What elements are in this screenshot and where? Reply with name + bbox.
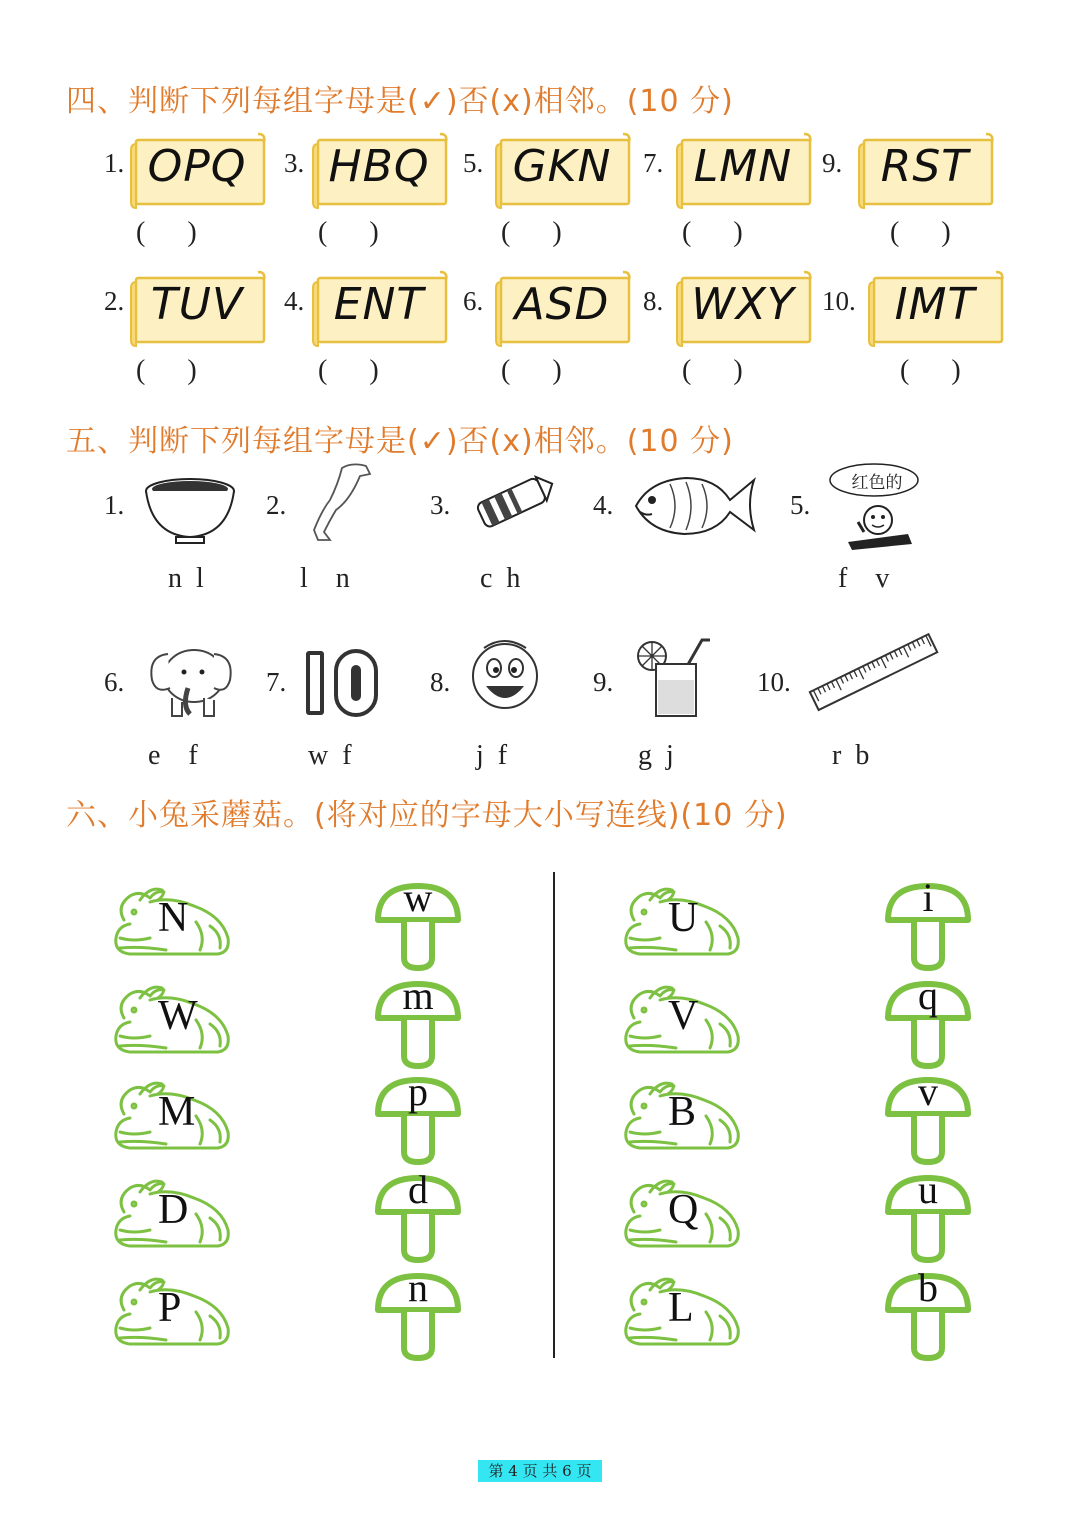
- scroll-letters: WXY: [691, 279, 795, 330]
- answer-parentheses: ( ): [501, 355, 562, 386]
- uppercase-letter: M: [158, 1089, 196, 1135]
- rabbit-icon: [110, 1178, 236, 1250]
- answer-parentheses: ( ): [890, 217, 951, 248]
- answer-parentheses: ( ): [900, 355, 961, 386]
- item-number: 2.: [104, 286, 125, 316]
- matching-divider: [553, 872, 555, 1358]
- rabbit-icon: [620, 886, 746, 958]
- scroll-letters: RST: [880, 141, 970, 192]
- lowercase-letter: w: [403, 875, 433, 920]
- scroll-letters: TUV: [150, 279, 244, 330]
- mushroom-icon: [372, 1265, 464, 1362]
- item-number: 4.: [593, 490, 614, 520]
- lowercase-letter: p: [408, 1069, 428, 1114]
- rabbit-icon: [110, 1080, 236, 1152]
- section6-heading: 六、小兔采蘑菇。(将对应的字母大小写连线)(10 分): [66, 798, 788, 833]
- item-number: 2.: [266, 490, 287, 520]
- uppercase-letter: U: [668, 895, 699, 941]
- letter-scroll: [130, 132, 264, 204]
- letter-pair: w f: [308, 740, 352, 771]
- fish-icon: [630, 470, 760, 544]
- page-footer: 第 4 页 共 6 页: [478, 1460, 602, 1482]
- item-number: 1.: [104, 490, 125, 520]
- lowercase-letter: u: [918, 1167, 938, 1212]
- answer-parentheses: ( ): [682, 217, 743, 248]
- item-number: 5.: [790, 490, 811, 520]
- answer-parentheses: ( ): [318, 217, 379, 248]
- scroll-letters: OPQ: [147, 141, 247, 192]
- letter-pair: g j: [638, 740, 674, 771]
- answer-parentheses: ( ): [136, 355, 197, 386]
- ruler-icon: [806, 630, 942, 720]
- mushroom-icon: [372, 1069, 464, 1166]
- letter-scroll: [676, 270, 810, 342]
- uppercase-letter: Q: [668, 1187, 699, 1233]
- leg-icon: [300, 460, 380, 550]
- lowercase-letter: b: [918, 1265, 938, 1310]
- rabbit-icon: [110, 1276, 236, 1348]
- uppercase-letter: W: [158, 993, 198, 1039]
- item-number: 6.: [463, 286, 484, 316]
- uppercase-letter: B: [668, 1089, 697, 1135]
- item-number: 6.: [104, 667, 125, 697]
- scroll-letters: IMT: [894, 279, 976, 330]
- letter-pair: l n: [300, 563, 350, 594]
- item-number: 7.: [643, 148, 664, 178]
- mushroom-icon: [372, 1167, 464, 1264]
- item-number: 8.: [643, 286, 664, 316]
- item-number: 3.: [284, 148, 305, 178]
- number-10-icon: [300, 645, 386, 725]
- lowercase-letter: i: [922, 875, 934, 920]
- letter-pair: j f: [476, 740, 508, 771]
- letter-scroll: [858, 132, 992, 204]
- scroll-letters: ENT: [333, 279, 425, 330]
- mushroom-icon: [882, 875, 974, 972]
- letter-scroll: [495, 132, 629, 204]
- rabbit-icon: [620, 984, 746, 1056]
- item-number: 8.: [430, 667, 451, 697]
- rabbit-icon: [110, 886, 236, 958]
- uppercase-letter: D: [158, 1187, 189, 1233]
- scroll-letters: HBQ: [328, 141, 430, 192]
- letter-pair: r b: [832, 740, 870, 771]
- letter-pair: e f: [148, 740, 198, 771]
- item-number: 9.: [822, 148, 843, 178]
- speech-bubble-text: 红色的: [851, 473, 903, 493]
- section4-heading: 四、判断下列每组字母是(✓)否(x)相邻。(10 分): [66, 84, 734, 119]
- scroll-letters: LMN: [693, 141, 793, 192]
- mushroom-icon: [882, 973, 974, 1070]
- letter-pair: n l: [168, 563, 204, 594]
- lowercase-letter: n: [408, 1265, 428, 1310]
- crayon-icon: [470, 466, 560, 540]
- rabbit-icon: [620, 1080, 746, 1152]
- answer-parentheses: ( ): [682, 355, 743, 386]
- rabbit-icon: [620, 1178, 746, 1250]
- item-number: 10.: [757, 667, 791, 697]
- mushroom-icon: [882, 1167, 974, 1264]
- juice-icon: [630, 632, 720, 726]
- letter-scroll: [312, 270, 446, 342]
- uppercase-letter: N: [158, 895, 189, 941]
- item-number: 10.: [822, 286, 856, 316]
- item-number: 4.: [284, 286, 305, 316]
- letter-scroll: [130, 270, 264, 342]
- item-number: 3.: [430, 490, 451, 520]
- letter-scroll: [676, 132, 810, 204]
- answer-parentheses: ( ): [136, 217, 197, 248]
- rabbit-icon: [620, 1276, 746, 1348]
- answer-parentheses: ( ): [318, 355, 379, 386]
- uppercase-letter: L: [668, 1285, 694, 1331]
- letter-scroll: [312, 132, 446, 204]
- item-number: 7.: [266, 667, 287, 697]
- letter-scroll: [495, 270, 629, 342]
- mushroom-icon: [372, 875, 464, 972]
- lowercase-letter: q: [918, 973, 938, 1018]
- uppercase-letter: P: [158, 1285, 182, 1331]
- answer-parentheses: ( ): [501, 217, 562, 248]
- item-number: 5.: [463, 148, 484, 178]
- lowercase-letter: d: [408, 1167, 428, 1212]
- letter-scroll: [868, 270, 1002, 342]
- letter-pair: c h: [480, 563, 521, 594]
- mushroom-icon: [882, 1265, 974, 1362]
- scroll-letters: GKN: [512, 141, 612, 192]
- lowercase-letter: m: [402, 973, 434, 1018]
- scroll-letters: ASD: [514, 279, 610, 330]
- section5-heading: 五、判断下列每组字母是(✓)否(x)相邻。(10 分): [66, 424, 734, 459]
- lowercase-letter: v: [918, 1069, 938, 1114]
- elephant-icon: [142, 636, 238, 726]
- letter-pair: f v: [838, 563, 890, 594]
- uppercase-letter: V: [668, 993, 699, 1039]
- rabbit-icon: [110, 984, 236, 1056]
- item-number: 9.: [593, 667, 614, 697]
- face-icon: [462, 630, 548, 720]
- bowl-icon: [142, 465, 238, 555]
- mushroom-icon: [372, 973, 464, 1070]
- red-character-icon: [828, 462, 924, 556]
- mushroom-icon: [882, 1069, 974, 1166]
- item-number: 1.: [104, 148, 125, 178]
